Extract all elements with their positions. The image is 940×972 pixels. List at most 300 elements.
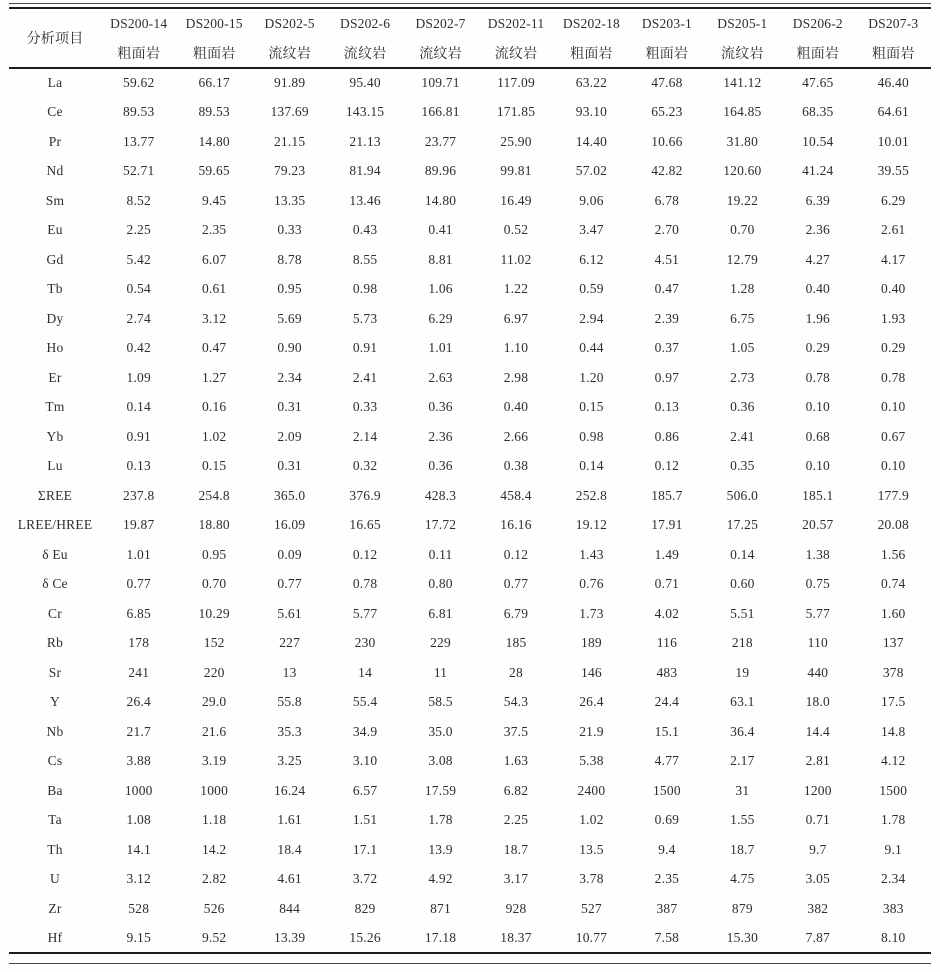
value-cell: 10.54: [802, 133, 834, 149]
value-cell: 14: [358, 664, 373, 680]
value-cell: 0.77: [503, 576, 529, 592]
value-cell: 17.91: [651, 517, 683, 533]
value-cell: 14.1: [126, 841, 151, 857]
value-cell: 1.27: [201, 369, 227, 385]
value-cell: 10.29: [198, 605, 230, 621]
value-cell: 141.12: [723, 75, 762, 91]
value-cell: 23.77: [424, 133, 457, 149]
value-cell: 2.09: [277, 428, 302, 444]
value-cell: 0.15: [201, 458, 227, 474]
value-cell: 41.24: [802, 163, 834, 179]
value-cell: 26.4: [126, 694, 151, 710]
rock-type-header: 粗面岩: [796, 46, 840, 62]
value-cell: 0.59: [579, 281, 604, 297]
value-cell: 0.69: [654, 812, 680, 828]
value-cell: 18.37: [500, 929, 532, 945]
value-cell: 4.92: [428, 871, 453, 887]
value-cell: 0.70: [201, 576, 227, 592]
value-cell: 0.12: [352, 546, 378, 562]
value-cell: 1.56: [881, 546, 906, 562]
value-cell: 1.05: [730, 340, 755, 356]
value-cell: 0.60: [730, 576, 755, 592]
row-label: Cr: [48, 605, 62, 621]
value-cell: 2.98: [503, 369, 529, 385]
table-body: [9, 68, 931, 953]
value-cell: 227: [279, 635, 301, 651]
value-cell: 120.60: [723, 163, 762, 179]
value-cell: 0.10: [881, 399, 906, 415]
value-cell: 844: [279, 900, 301, 916]
value-cell: 252.8: [575, 487, 608, 503]
value-cell: 4.17: [881, 251, 906, 267]
row-label: Lu: [47, 458, 63, 474]
row-label: Zr: [48, 900, 62, 916]
value-cell: 42.82: [651, 163, 683, 179]
value-cell: 63.22: [575, 75, 608, 91]
value-cell: 4.51: [654, 251, 680, 267]
table-row: [9, 570, 931, 600]
table-row: [9, 363, 931, 393]
value-cell: 31: [735, 782, 750, 798]
row-label: Dy: [46, 310, 64, 326]
value-cell: 6.39: [805, 192, 831, 208]
value-cell: 14.40: [575, 133, 608, 149]
value-cell: 10.66: [651, 133, 683, 149]
value-cell: 1.09: [126, 369, 151, 385]
table-row: [9, 865, 931, 895]
value-cell: 0.11: [428, 546, 453, 562]
value-cell: 35.3: [277, 723, 302, 739]
row-label: Tb: [47, 281, 63, 297]
value-cell: 2.94: [579, 310, 604, 326]
value-cell: 6.75: [730, 310, 755, 326]
value-cell: 0.90: [277, 340, 302, 356]
value-cell: 64.61: [877, 104, 909, 120]
value-cell: 1.73: [579, 605, 604, 621]
value-cell: 6.07: [201, 251, 227, 267]
value-cell: 19.87: [123, 517, 155, 533]
value-cell: 365.0: [273, 487, 306, 503]
value-cell: 2400: [577, 782, 606, 798]
value-cell: 2.34: [881, 871, 906, 887]
value-cell: 0.38: [503, 458, 529, 474]
sample-id-header: DS202-6: [340, 15, 391, 31]
value-cell: 0.42: [126, 340, 151, 356]
value-cell: 3.12: [126, 871, 151, 887]
value-cell: 0.91: [352, 340, 378, 356]
table-row: [9, 658, 931, 688]
sample-id-header: DS205-1: [717, 15, 768, 31]
value-cell: 1.10: [503, 340, 529, 356]
value-cell: 29.0: [201, 694, 227, 710]
value-cell: 14.4: [805, 723, 831, 739]
bottom-thin-rule: [9, 963, 931, 964]
value-cell: 171.85: [496, 104, 536, 120]
value-cell: 0.10: [805, 399, 831, 415]
table-row: [9, 422, 931, 452]
value-cell: 6.12: [579, 251, 604, 267]
value-cell: 0.40: [881, 281, 906, 297]
value-cell: 5.51: [730, 605, 755, 621]
value-cell: 1.51: [352, 812, 378, 828]
row-label: Sr: [48, 664, 62, 680]
value-cell: 8.55: [352, 251, 378, 267]
value-cell: 17.18: [424, 929, 457, 945]
rock-type-header: 流纹岩: [268, 46, 311, 62]
value-cell: 1.18: [201, 812, 227, 828]
value-cell: 0.29: [805, 340, 831, 356]
value-cell: 91.89: [273, 75, 306, 91]
value-cell: 2.81: [805, 753, 831, 769]
value-cell: 0.29: [881, 340, 906, 356]
value-cell: 1500: [879, 782, 908, 798]
value-cell: 4.61: [277, 871, 302, 887]
value-cell: 18.0: [805, 694, 831, 710]
value-cell: 21.6: [201, 723, 227, 739]
value-cell: 2.36: [428, 428, 453, 444]
value-cell: 13.5: [579, 841, 604, 857]
value-cell: 2.61: [881, 222, 906, 238]
sample-id-header: DS207-3: [868, 15, 919, 31]
value-cell: 89.96: [424, 163, 457, 179]
value-cell: 1.60: [881, 605, 906, 621]
value-cell: 5.77: [352, 605, 378, 621]
row-label: Sm: [45, 192, 65, 208]
value-cell: 17.72: [424, 517, 457, 533]
value-cell: 5.77: [805, 605, 831, 621]
value-cell: 6.79: [503, 605, 529, 621]
value-cell: 25.90: [500, 133, 532, 149]
table-row: [9, 216, 931, 246]
table-row: [9, 393, 931, 423]
value-cell: 0.31: [277, 399, 302, 415]
value-cell: 8.52: [126, 192, 151, 208]
value-cell: 54.3: [503, 694, 529, 710]
value-cell: 13.77: [123, 133, 155, 149]
value-cell: 383: [882, 900, 904, 916]
value-cell: 378: [882, 664, 904, 680]
value-cell: 58.5: [428, 694, 453, 710]
row-label: Rb: [46, 635, 64, 651]
value-cell: 1.43: [579, 546, 604, 562]
value-cell: 2.25: [503, 812, 529, 828]
value-cell: 178: [128, 635, 150, 651]
row-label: Nb: [46, 723, 64, 739]
value-cell: 185: [505, 635, 527, 651]
value-cell: 5.61: [277, 605, 302, 621]
value-cell: 68.35: [802, 104, 834, 120]
value-cell: 829: [354, 900, 376, 916]
value-cell: 3.25: [277, 753, 302, 769]
value-cell: 0.31: [277, 458, 302, 474]
value-cell: 16.16: [500, 517, 532, 533]
row-label: Gd: [46, 251, 64, 267]
value-cell: 0.61: [201, 281, 227, 297]
value-cell: 47.68: [651, 75, 683, 91]
value-cell: 164.85: [723, 104, 762, 120]
value-cell: 0.77: [277, 576, 302, 592]
sample-id-header: DS202-5: [264, 15, 315, 31]
analysis-item-header: 分析项目: [26, 32, 84, 47]
value-cell: 0.95: [277, 281, 302, 297]
value-cell: 2.70: [654, 222, 680, 238]
sample-id-header: DS202-7: [415, 15, 466, 31]
table-row: [9, 245, 931, 275]
value-cell: 55.4: [352, 694, 378, 710]
value-cell: 526: [203, 900, 225, 916]
value-cell: 6.78: [654, 192, 680, 208]
value-cell: 2.73: [730, 369, 755, 385]
value-cell: 18.80: [198, 517, 230, 533]
value-cell: 0.47: [654, 281, 680, 297]
value-cell: 4.27: [805, 251, 831, 267]
value-cell: 20.57: [802, 517, 834, 533]
value-cell: 2.82: [201, 871, 227, 887]
row-label: Hf: [47, 929, 63, 945]
value-cell: 152: [203, 635, 225, 651]
value-cell: 0.12: [654, 458, 680, 474]
table-row: [9, 599, 931, 629]
value-cell: 1.49: [654, 546, 680, 562]
table-row: [9, 924, 931, 954]
value-cell: 10.77: [575, 929, 608, 945]
top-thin-rule: [9, 3, 931, 4]
row-label: La: [47, 75, 63, 91]
value-cell: 146: [581, 664, 602, 680]
value-cell: 79.23: [273, 163, 306, 179]
table-row: [9, 835, 931, 865]
row-label: δ Eu: [42, 546, 68, 562]
value-cell: 4.75: [730, 871, 755, 887]
value-cell: 2.39: [654, 310, 680, 326]
value-cell: 14.80: [424, 192, 457, 208]
value-cell: 0.15: [579, 399, 604, 415]
value-cell: 17.5: [881, 694, 906, 710]
value-cell: 19: [735, 664, 750, 680]
value-cell: 0.76: [579, 576, 604, 592]
value-cell: 2.35: [201, 222, 227, 238]
value-cell: 8.81: [428, 251, 453, 267]
value-cell: 0.71: [654, 576, 680, 592]
row-label: δ Ce: [42, 576, 68, 592]
value-cell: 137.69: [270, 104, 309, 120]
value-cell: 99.81: [500, 163, 532, 179]
value-cell: 1.78: [881, 812, 906, 828]
value-cell: 11: [433, 664, 448, 680]
sample-id-header: DS200-14: [110, 15, 168, 31]
value-cell: 1.02: [201, 428, 227, 444]
value-cell: 18.7: [730, 841, 755, 857]
value-cell: 9.52: [201, 929, 227, 945]
value-cell: 387: [656, 900, 678, 916]
value-cell: 0.14: [579, 458, 604, 474]
value-cell: 16.65: [349, 517, 381, 533]
value-cell: 19.22: [726, 192, 759, 208]
geochemistry-table: [9, 7, 931, 954]
table-row: [9, 304, 931, 334]
value-cell: 3.19: [201, 753, 227, 769]
value-cell: 89.53: [123, 104, 155, 120]
row-label: Er: [48, 369, 62, 385]
value-cell: 166.81: [421, 104, 460, 120]
value-cell: 13: [282, 664, 297, 680]
sample-id-header: DS202-18: [562, 15, 620, 31]
value-cell: 1.55: [730, 812, 755, 828]
value-cell: 116: [656, 635, 678, 651]
value-cell: 1.20: [579, 369, 604, 385]
row-label: Tm: [45, 399, 65, 415]
value-cell: 483: [656, 664, 678, 680]
value-cell: 14.2: [201, 841, 227, 857]
value-cell: 506.0: [726, 487, 759, 503]
value-cell: 0.14: [126, 399, 151, 415]
value-cell: 220: [203, 664, 225, 680]
value-cell: 59.62: [123, 75, 155, 91]
value-cell: 7.58: [654, 929, 680, 945]
value-cell: 1.63: [503, 753, 529, 769]
value-cell: 4.02: [654, 605, 680, 621]
value-cell: 6.82: [503, 782, 529, 798]
table-row: [9, 68, 931, 98]
value-cell: 9.1: [884, 841, 902, 857]
row-label: Ba: [47, 782, 63, 798]
value-cell: 7.87: [805, 929, 831, 945]
rock-type-header: 粗面岩: [871, 46, 915, 62]
table-row: [9, 452, 931, 482]
value-cell: 3.12: [201, 310, 227, 326]
value-cell: 21.13: [349, 133, 381, 149]
value-cell: 15.26: [349, 929, 381, 945]
value-cell: 66.17: [198, 75, 230, 91]
value-cell: 2.17: [730, 753, 755, 769]
value-cell: 0.40: [805, 281, 831, 297]
value-cell: 13.39: [273, 929, 306, 945]
value-cell: 0.36: [428, 458, 453, 474]
value-cell: 5.73: [352, 310, 378, 326]
value-cell: 81.94: [349, 163, 381, 179]
value-cell: 1000: [124, 782, 153, 798]
value-cell: 17.25: [726, 517, 759, 533]
value-cell: 17.59: [424, 782, 457, 798]
value-cell: 0.40: [503, 399, 529, 415]
value-cell: 21.7: [126, 723, 151, 739]
value-cell: 10.01: [877, 133, 909, 149]
value-cell: 1.01: [428, 340, 453, 356]
value-cell: 14.8: [881, 723, 906, 739]
value-cell: 37.5: [503, 723, 529, 739]
row-label: Cs: [47, 753, 63, 769]
value-cell: 47.65: [802, 75, 834, 91]
value-cell: 0.78: [805, 369, 831, 385]
value-cell: 0.86: [654, 428, 680, 444]
value-cell: 93.10: [575, 104, 608, 120]
value-cell: 2.36: [805, 222, 831, 238]
value-cell: 1.61: [277, 812, 302, 828]
sample-id-header: DS200-15: [185, 15, 243, 31]
value-cell: 0.75: [805, 576, 831, 592]
value-cell: 0.43: [352, 222, 378, 238]
value-cell: 0.16: [201, 399, 227, 415]
table-row: [9, 127, 931, 157]
value-cell: 0.67: [881, 428, 906, 444]
row-label: ΣREE: [37, 487, 73, 503]
value-cell: 6.29: [428, 310, 453, 326]
value-cell: 6.85: [126, 605, 151, 621]
table-row: [9, 806, 931, 836]
table-row: [9, 334, 931, 364]
value-cell: 8.78: [277, 251, 302, 267]
value-cell: 52.71: [123, 163, 155, 179]
value-cell: 6.81: [428, 605, 453, 621]
header-row-rock-types: [9, 38, 931, 68]
value-cell: 65.23: [651, 104, 683, 120]
value-cell: 1200: [803, 782, 832, 798]
value-cell: 9.06: [579, 192, 604, 208]
value-cell: 1.01: [126, 546, 151, 562]
value-cell: 0.80: [428, 576, 453, 592]
value-cell: 13.9: [428, 841, 453, 857]
value-cell: 12.79: [726, 251, 759, 267]
row-label: U: [50, 871, 60, 887]
value-cell: 13.35: [273, 192, 306, 208]
value-cell: 143.15: [345, 104, 385, 120]
value-cell: 1500: [652, 782, 681, 798]
value-cell: 3.17: [503, 871, 529, 887]
value-cell: 4.77: [654, 753, 680, 769]
value-cell: 28: [509, 664, 523, 680]
row-label: Eu: [47, 222, 63, 238]
value-cell: 428.3: [424, 487, 457, 503]
value-cell: 0.33: [277, 222, 302, 238]
value-cell: 59.65: [198, 163, 230, 179]
value-cell: 21.9: [579, 723, 604, 739]
row-label: LREE/HREE: [17, 517, 93, 533]
value-cell: 2.66: [503, 428, 529, 444]
value-cell: 0.44: [579, 340, 604, 356]
value-cell: 0.91: [126, 428, 151, 444]
value-cell: 14.80: [198, 133, 230, 149]
value-cell: 440: [807, 664, 829, 680]
value-cell: 177.9: [877, 487, 909, 503]
rock-type-header: 流纹岩: [721, 46, 764, 62]
value-cell: 17.1: [352, 841, 378, 857]
value-cell: 1.22: [503, 281, 529, 297]
value-cell: 36.4: [730, 723, 755, 739]
value-cell: 2.74: [126, 310, 151, 326]
value-cell: 0.14: [730, 546, 755, 562]
value-cell: 3.47: [579, 222, 604, 238]
value-cell: 928: [505, 900, 527, 916]
value-cell: 1.38: [805, 546, 831, 562]
header-row-sample-ids: [9, 8, 931, 38]
value-cell: 0.77: [126, 576, 151, 592]
value-cell: 1.78: [428, 812, 453, 828]
value-cell: 0.36: [730, 399, 755, 415]
value-cell: 1.06: [428, 281, 453, 297]
row-label: Pr: [48, 133, 62, 149]
table-row: [9, 98, 931, 128]
value-cell: 185.1: [802, 487, 834, 503]
value-cell: 137: [882, 635, 904, 651]
value-cell: 382: [807, 900, 829, 916]
rock-type-header: 粗面岩: [192, 46, 236, 62]
value-cell: 527: [581, 900, 602, 916]
value-cell: 254.8: [198, 487, 230, 503]
value-cell: 15.1: [654, 723, 680, 739]
value-cell: 0.47: [201, 340, 227, 356]
value-cell: 0.37: [654, 340, 680, 356]
value-cell: 18.4: [277, 841, 302, 857]
